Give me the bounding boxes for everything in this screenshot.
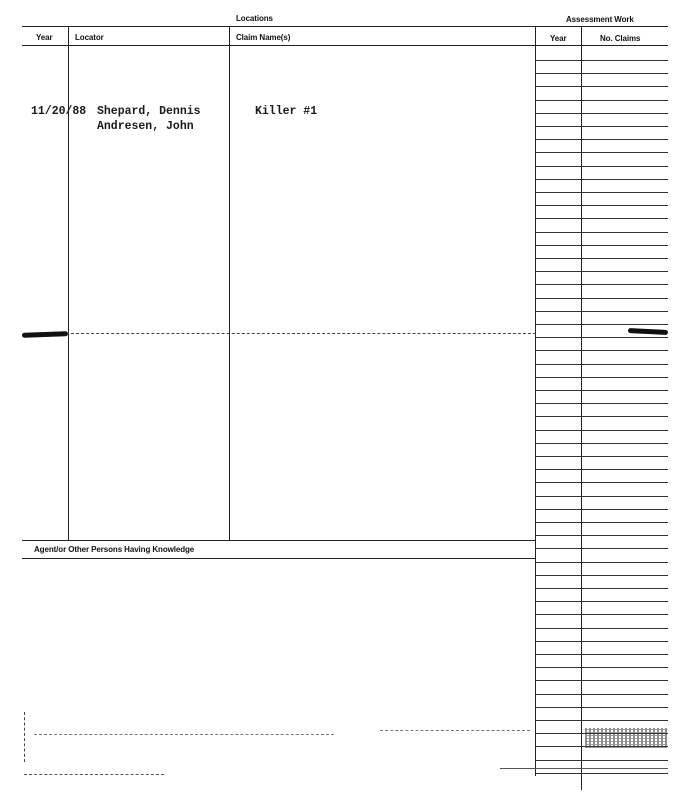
assessment-ruled-line (536, 720, 668, 721)
col-header-year: Year (36, 33, 53, 42)
entry-locator-2: Andresen, John (97, 120, 194, 133)
entry-claim-name: Killer #1 (255, 105, 318, 118)
assessment-ruled-line (536, 456, 668, 457)
assessment-ruled-line (536, 614, 668, 615)
scan-mark-left (24, 712, 26, 762)
assessment-ruled-line (536, 364, 668, 365)
assessment-ruled-line (536, 469, 668, 470)
assessment-ruled-line (536, 628, 668, 629)
assessment-ruled-line (536, 496, 668, 497)
col-header-locator: Locator (75, 33, 104, 42)
assessment-ruled-line (536, 509, 668, 510)
assessment-ruled-line (536, 284, 668, 285)
assessment-ruled-line (536, 482, 668, 483)
assessment-ruled-line (536, 350, 668, 351)
agent-section-top-rule (22, 540, 536, 541)
assessment-ruled-line (536, 680, 668, 681)
assessment-ruled-line (536, 73, 668, 74)
assessment-ruled-line (536, 86, 668, 87)
col-header-claim-names: Claim Name(s) (236, 33, 291, 42)
assessment-ruled-line (536, 337, 668, 338)
entry-locator-1: Shepard, Dennis (97, 105, 201, 118)
assessment-ruled-line (536, 271, 668, 272)
assessment-ruled-line (536, 218, 668, 219)
assessment-ruled-line (536, 601, 668, 602)
assessment-ruled-line (536, 443, 668, 444)
assessment-ruled-line (536, 575, 668, 576)
assessment-ruled-line (536, 403, 668, 404)
agent-section-bottom-rule (22, 558, 536, 559)
assessment-ruled-line (536, 535, 668, 536)
assessment-ruled-line (536, 760, 668, 761)
assessment-ruled-line (536, 667, 668, 668)
assessment-ruled-line (536, 562, 668, 563)
locations-title: Locations (236, 14, 273, 23)
assessment-ruled-line (536, 100, 668, 101)
col-header-assessment-year: Year (550, 34, 567, 43)
assessment-ruled-line (536, 60, 668, 61)
assessment-ruled-line (536, 548, 668, 549)
assessment-ruled-line (536, 641, 668, 642)
bottom-scan-line-1 (34, 734, 334, 735)
header-bottom-rule (22, 45, 668, 46)
divider-locator-claim (229, 26, 230, 540)
ink-mark-left (22, 331, 68, 338)
assessment-ruled-line (536, 232, 668, 233)
ink-mark-right (628, 328, 668, 335)
fold-line (66, 333, 536, 334)
assessment-ruled-line (536, 311, 668, 312)
assessment-ruled-line (536, 694, 668, 695)
assessment-ruled-line (536, 588, 668, 589)
assessment-ruled-line (536, 205, 668, 206)
assessment-ruled-line (536, 773, 668, 774)
assessment-ruled-line (536, 166, 668, 167)
bottom-scan-line-2 (380, 730, 530, 731)
assessment-ruled-line (536, 179, 668, 180)
assessment-ruled-line (536, 522, 668, 523)
assessment-ruled-line (536, 430, 668, 431)
assessment-ruled-line (536, 152, 668, 153)
assessment-ruled-line (536, 192, 668, 193)
assessment-work-title: Assessment Work (566, 15, 634, 24)
assessment-ruled-line (536, 258, 668, 259)
assessment-ruled-line (536, 390, 668, 391)
assessment-ruled-line (536, 707, 668, 708)
assessment-ruled-line (536, 654, 668, 655)
assessment-ruled-line (536, 416, 668, 417)
agent-section-label: Agent/or Other Persons Having Knowledge (34, 545, 195, 554)
assessment-ruled-line (536, 298, 668, 299)
col-header-no-claims: No. Claims (600, 34, 641, 43)
divider-assessment-year-claims (581, 26, 582, 790)
scan-noise-patch (585, 728, 667, 748)
assessment-ruled-line (536, 324, 668, 325)
assessment-ruled-line (536, 139, 668, 140)
bottom-scan-line-4 (500, 768, 668, 769)
header-top-rule (22, 26, 668, 27)
assessment-ruled-line (536, 377, 668, 378)
entry-year: 11/20/88 (31, 105, 87, 118)
assessment-ruled-line (536, 113, 668, 114)
assessment-ruled-line (536, 126, 668, 127)
bottom-scan-line-3 (24, 774, 164, 775)
assessment-ruled-line (536, 245, 668, 246)
